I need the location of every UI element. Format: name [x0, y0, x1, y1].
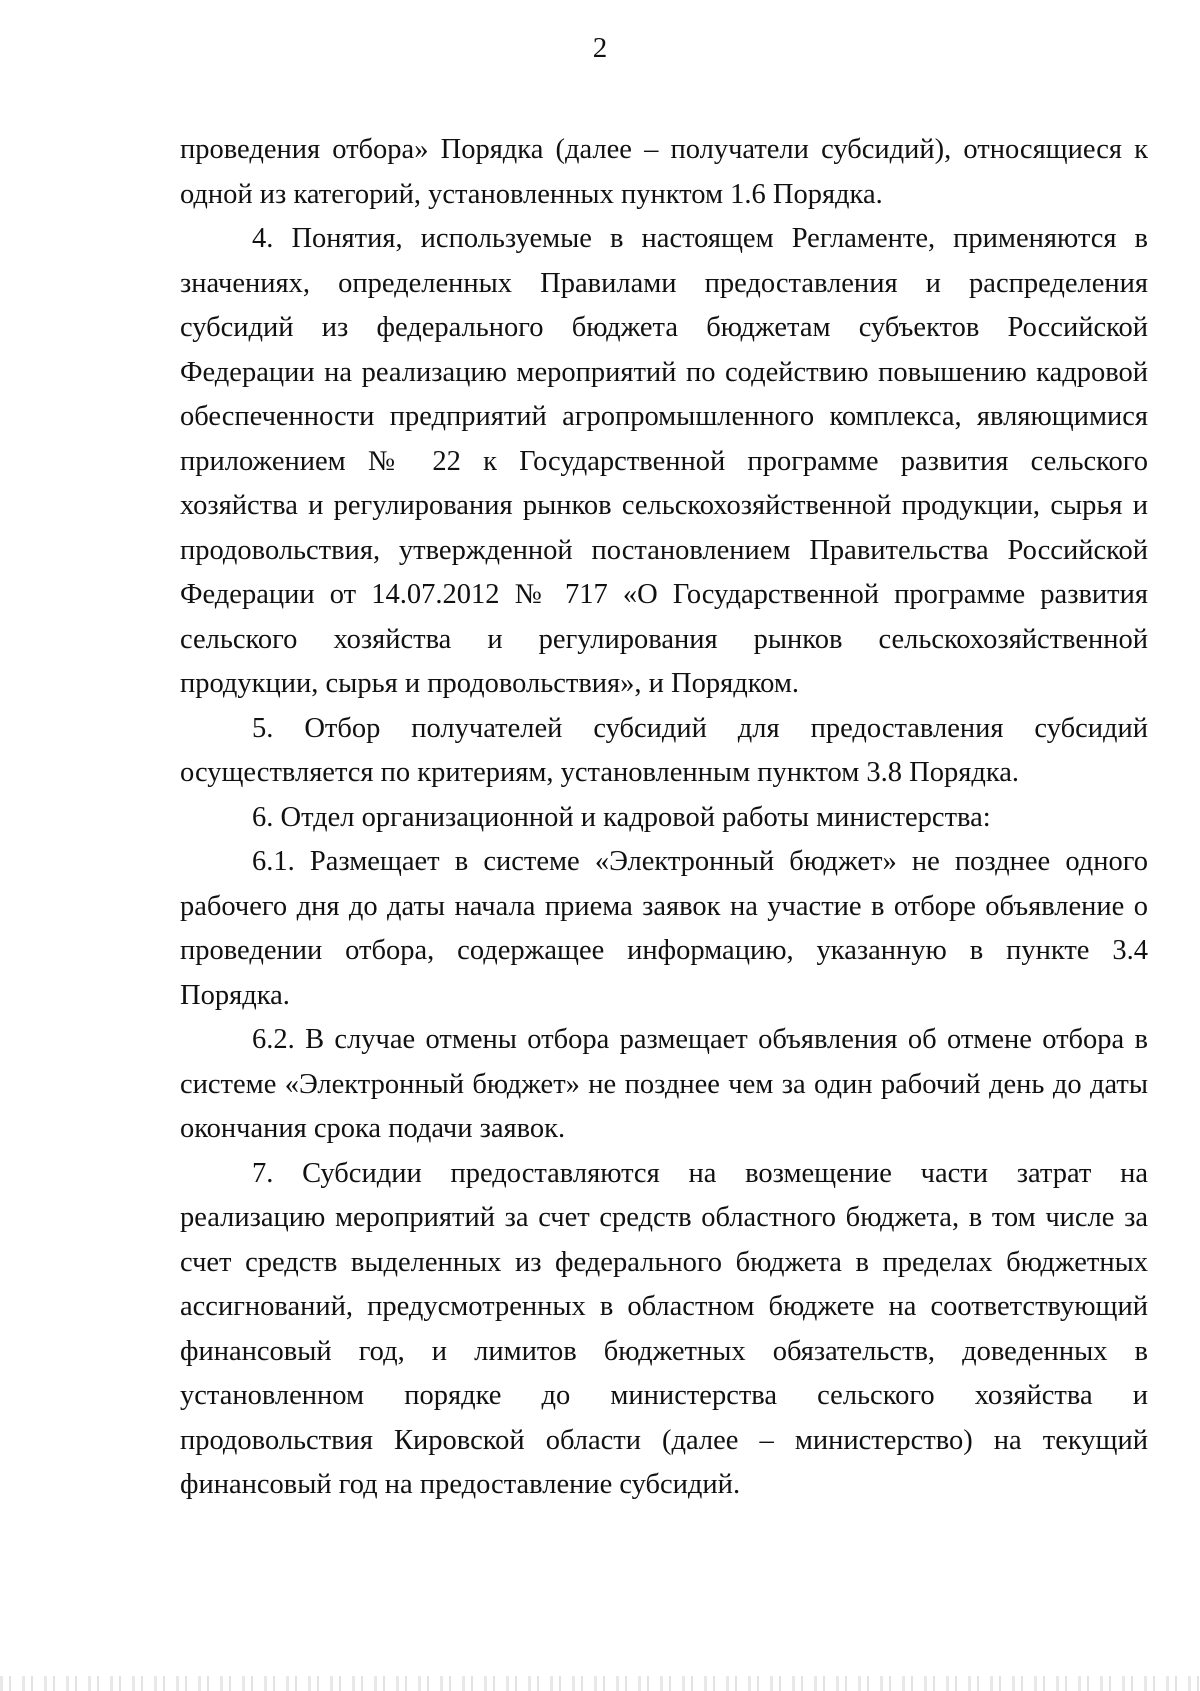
paragraph-5-selection-criteria: 5. Отбор получателей субсидий для предоставления субсидий осуществляется по критериям, установленным пунктом 3.8 Порядка. — [180, 712, 1148, 788]
paragraph-continuation: проведения отбора» Порядка (далее – получатели субсидий), относящиеся к одной из категорий, установленных пунктом 1.6 Порядка. — [180, 134, 1148, 210]
document-body — [180, 128, 1148, 1508]
scan-edge-artifact — [0, 1676, 1200, 1691]
paragraph-6-department: 6. Отдел организационной и кадровой работы министерства: — [252, 801, 991, 833]
paragraph-4-definitions: 4. Понятия, используемые в настоящем Регламенте, применяются в значениях, определенных Правилами предоставления и распределения субсидий из федерального бюджета бюджетам субъектов Российской Федерации на реализацию мероприятий по содействию повышению кадровой обеспеченности предприятий агропромышленного комплекса, являющимися приложением № 22 к Государственной программе развития сельского хозяйства и регулирования рынков сельскохозяйственной продукции, сырья и продовольствия, утвержденной постановлением Правительства Российской Федерации от 14.07.2012 № 717 «О Государственной программе развития сельского хозяйства и регулирования рынков сельскохозяйственной продукции, сырья и продовольствия», и Порядком. — [180, 223, 1148, 699]
paragraph-6-2-cancellation: 6.2. В случае отмены отбора размещает объявления об отмене отбора в системе «Электронный бюджет» не позднее чем за один рабочий день до даты окончания срока подачи заявок. — [180, 1024, 1148, 1144]
paragraph-6-1-announcement: 6.1. Размещает в системе «Электронный бюджет» не позднее одного рабочего дня до даты начала приема заявок на участие в отборе объявление о проведении отбора, содержащее информацию, указанную в пункте 3.4 Порядка. — [180, 846, 1148, 1011]
page-number: 2 — [592, 32, 608, 64]
paragraph-7-subsidies: 7. Субсидии предоставляются на возмещение части затрат на реализацию мероприятий за счет средств областного бюджета, в том числе за счет средств выделенных из федерального бюджета в пределах бюджетных ассигнований, предусмотренных в областном бюджете на соответствующий финансовый год, и лимитов бюджетных обязательств, доведенных в установленном порядке до министерства сельского хозяйства и продовольствия Кировской области (далее – министерство) на текущий финансовый год на предоставление субсидий. — [180, 1157, 1148, 1500]
